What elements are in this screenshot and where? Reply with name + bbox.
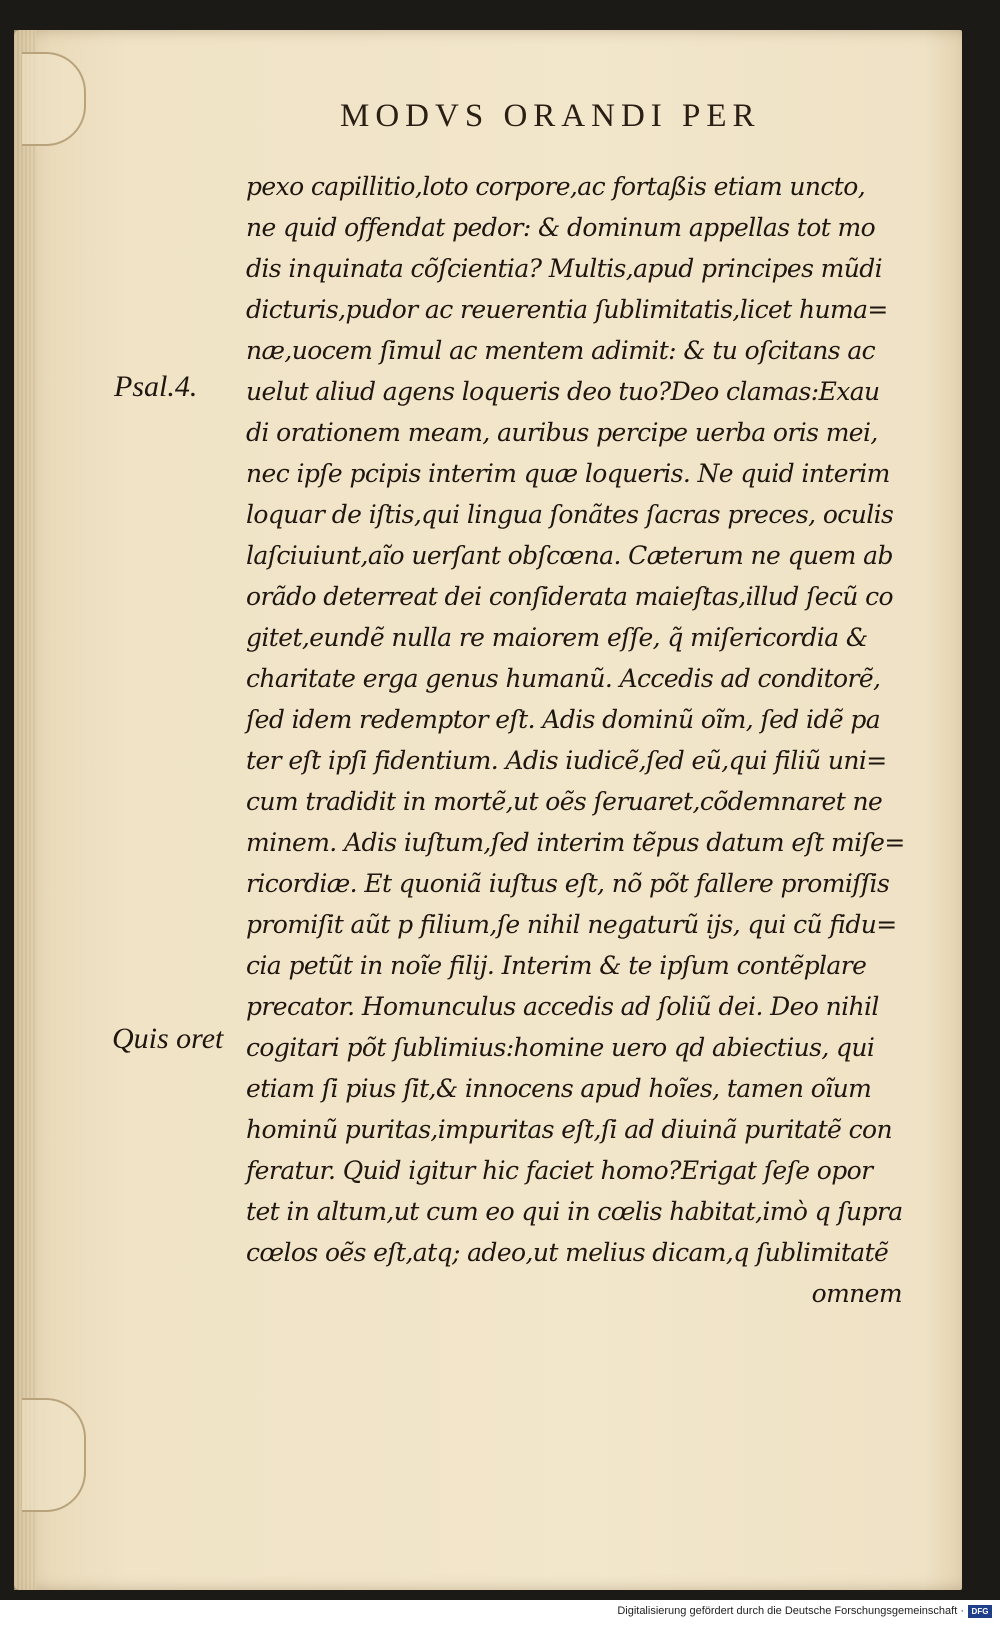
text-line: cum tradidit in mortẽ,ut oẽs ſeruaret,cõdemnaret ne: [246, 787, 883, 816]
text-line: cia petũt in noĩe filij. Interim & te ipſum contẽplare: [246, 951, 867, 980]
running-head: MODVS ORANDI PER: [340, 98, 761, 134]
body-text: [246, 166, 906, 1314]
text-line: ſed idem redemptor eſt. Adis dominũ oĩm, ſed idẽ pa: [246, 705, 881, 734]
text-line: feratur. Quid igitur hic faciet homo?Erigat ſeſe opor: [246, 1156, 873, 1185]
page-edges: [14, 30, 36, 1590]
footer-credit: Digitalisierung gefördert durch die Deutsche Forschungsgemeinschaft ·: [617, 1605, 964, 1617]
text-line: minem. Adis iuſtum,ſed interim tẽpus datum eſt miſe=: [246, 828, 905, 857]
text-line: orãdo deterreat dei conſiderata maieſtas,illud ſecũ co: [246, 582, 894, 611]
text-line: hominũ puritas,impuritas eſt,ſi ad diuinã puritatẽ con: [246, 1115, 892, 1144]
digitization-footer: [0, 1600, 1000, 1625]
marginal-note-psalm: Psal.4.: [114, 370, 198, 403]
text-line: precator. Homunculus accedis ad ſoliũ dei. Deo nihil: [246, 992, 879, 1021]
text-line: cogitari põt ſublimius:homine uero qd abiectius, qui: [246, 1033, 875, 1062]
catchword: omnem: [811, 1279, 902, 1308]
page-tab-top: [22, 52, 86, 146]
text-line: ne quid offendat pedor: & dominum appellas tot mo: [246, 213, 876, 242]
dfg-logo: DFG: [968, 1605, 992, 1618]
text-line: loquar de iſtis,qui lingua ſonãtes ſacras preces, oculis: [246, 500, 894, 529]
text-line: pexo capillitio,loto corpore,ac fortaßis etiam uncto,: [246, 172, 866, 201]
text-line: gitet,eundẽ nulla re maiorem eſſe, q̃ miſericordia &: [246, 623, 868, 652]
text-line: di orationem meam, auribus percipe uerba oris mei,: [246, 418, 878, 447]
text-line: uelut aliud agens loqueris deo tuo?Deo clamas:Exau: [246, 377, 880, 406]
text-line: promiſit aũt p filium,ſe nihil negaturũ ijs, qui cũ fidu=: [246, 910, 897, 939]
text-line: ricordiæ. Et quoniã iuſtus eſt, nõ põt fallere promiſſis: [246, 869, 890, 898]
text-line: laſciuiunt,aĩo uerſant obſcœna. Cæterum ne quem ab: [246, 541, 893, 570]
text-line: dis inquinata cõſcientia? Multis,apud principes mũdi: [246, 254, 883, 283]
text-line: dicturis,pudor ac reuerentia ſublimitatis,licet huma=: [246, 295, 888, 324]
text-line: ter eſt ipſi fidentium. Adis iudicẽ,ſed eũ,qui filiũ uni=: [246, 746, 887, 775]
text-line: næ,uocem ſimul ac mentem adimit: & tu oſcitans ac: [246, 336, 876, 365]
text-line: etiam ſi pius ſit,& innocens apud hoĩes, tamen oĩum: [246, 1074, 872, 1103]
text-line: nec ipſe pcipis interim quæ loqueris. Ne quid interim: [246, 459, 890, 488]
text-line: tet in altum,ut cum eo qui in cœlis habitat,imò q ſupra: [246, 1197, 903, 1226]
marginal-note-quis-oret: Quis oret: [112, 1022, 224, 1055]
text-line: charitate erga genus humanũ. Accedis ad conditorẽ,: [246, 664, 881, 693]
page-tab-bottom: [22, 1398, 86, 1512]
text-line: cœlos oẽs eſt,atq; adeo,ut melius dicam,q ſublimitatẽ: [246, 1238, 889, 1267]
